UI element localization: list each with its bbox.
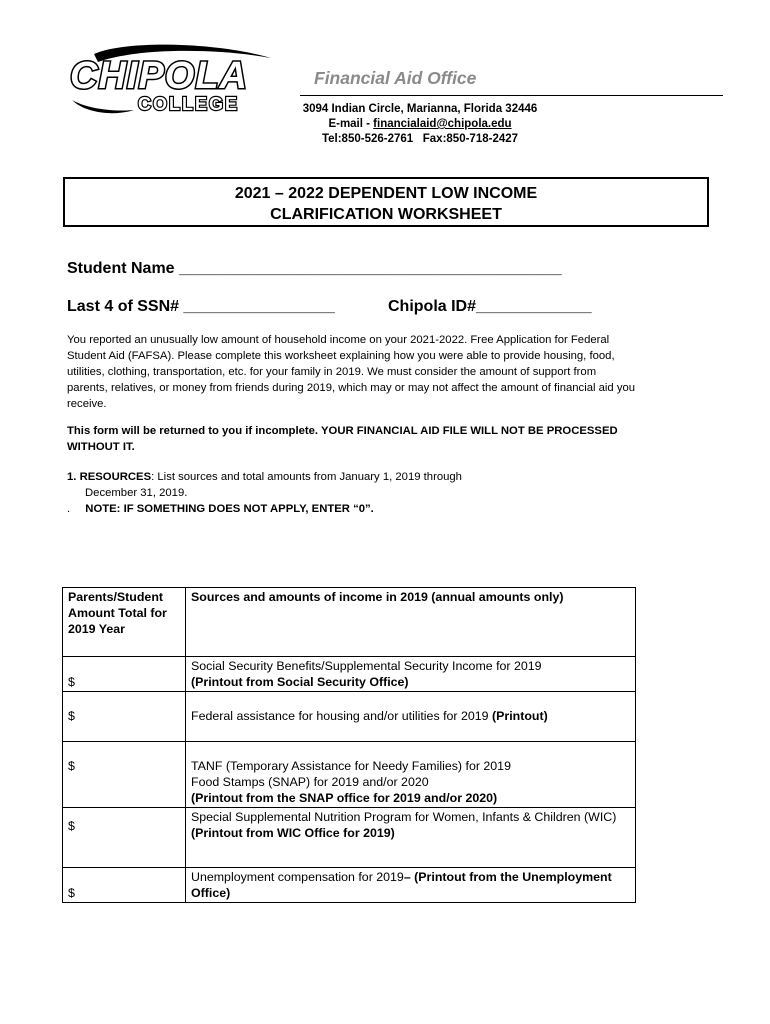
sources-column-header: Sources and amounts of income in 2019 (annual amounts only) — [186, 588, 636, 657]
intro-paragraph — [67, 332, 707, 412]
office-phones: Tel:850-526-2761 Fax:850-718-2427 — [321, 133, 519, 145]
resources-text-cont: December 31, 2019. — [85, 487, 188, 499]
table-row — [63, 657, 636, 692]
table-row — [63, 808, 636, 868]
ssn-field[interactable]: Last 4 of SSN# _________________ — [67, 298, 335, 315]
resources-text: : List sources and total amounts from January 1, 2019 through — [151, 471, 462, 483]
amount-cell[interactable] — [63, 868, 186, 903]
worksheet-title-line1: 2021 – 2022 DEPENDENT LOW INCOME — [234, 185, 538, 202]
intro-line: Student Aid (FAFSA). Please complete this worksheet explaining how you were able to provide housing, food, — [67, 350, 615, 362]
source-text: Unemployment compensation for 2019 — [191, 870, 404, 884]
student-name-field[interactable]: Student Name ___________________________________________ — [67, 260, 562, 277]
amount-cell[interactable] — [63, 692, 186, 742]
table-row — [63, 742, 636, 808]
chipola-id-field[interactable]: Chipola ID#_____________ — [388, 298, 592, 315]
source-cell — [186, 742, 636, 808]
dollar-sign: $ — [68, 886, 75, 900]
logo-college-text: COLLEGE — [138, 94, 240, 114]
dollar-sign: $ — [68, 819, 75, 833]
amount-cell[interactable] — [63, 657, 186, 692]
source-text: Federal assistance for housing and/or utilities for 2019 — [191, 709, 492, 723]
resources-note: NOTE: IF SOMETHING DOES NOT APPLY, ENTER “0”. — [85, 503, 374, 515]
source-cell — [186, 808, 636, 868]
dollar-sign: $ — [68, 709, 75, 723]
amount-column-header: Parents/Student Amount Total for 2019 Year — [63, 588, 186, 657]
note-bullet: . — [67, 503, 71, 515]
source-text: Special Supplemental Nutrition Program for Women, Infants & Children (WIC) — [191, 810, 617, 824]
resources-label: RESOURCES — [79, 471, 152, 483]
worksheet-title-line2: CLARIFICATION WORKSHEET — [270, 206, 502, 223]
logo-chipola-text: CHIPOLA — [70, 55, 248, 97]
intro-line: utilities, clothing, transportation, etc. for your family in 2019. We must consider the amount of support from — [67, 366, 597, 378]
worksheet-title-box — [63, 177, 709, 227]
header-divider — [300, 95, 723, 96]
source-cell — [186, 868, 636, 903]
source-note: (Printout from the SNAP office for 2019 and/or 2020) — [191, 791, 498, 805]
table-row — [63, 692, 636, 742]
warning-line: This form will be returned to you if incomplete. YOUR FINANCIAL AID FILE WILL NOT BE PROCESSED — [67, 425, 618, 437]
resources-section — [67, 469, 707, 517]
source-cell — [186, 692, 636, 742]
warning-line: WITHOUT IT. — [67, 441, 135, 453]
table-header-row — [63, 588, 636, 657]
source-text: Social Security Benefits/Supplemental Security Income for 2019 — [191, 659, 542, 673]
incomplete-warning — [67, 423, 707, 455]
office-email-line — [300, 118, 540, 130]
intro-line: receive. — [67, 398, 107, 410]
income-sources-table — [62, 587, 636, 903]
email-link[interactable]: financialaid@chipola.edu — [373, 118, 512, 130]
table-row — [63, 868, 636, 903]
dollar-sign: $ — [68, 675, 75, 689]
office-title: Financial Aid Office — [314, 68, 477, 88]
amount-cell[interactable] — [63, 808, 186, 868]
resources-heading — [67, 469, 707, 485]
intro-line: parents, relatives, or money from friends during 2019, which may or may not affect the amount of financial aid you — [67, 382, 636, 394]
dollar-sign: $ — [68, 759, 75, 773]
source-note: – (Printout from the Unemployment Office) — [191, 870, 612, 900]
source-note: (Printout) — [492, 709, 548, 723]
source-text: TANF (Temporary Assistance for Needy Families) for 2019 — [191, 759, 511, 773]
office-address: 3094 Indian Circle, Marianna, Florida 32446 — [302, 103, 538, 115]
source-note: (Printout from Social Security Office) — [191, 675, 409, 689]
resources-number: 1. — [67, 471, 77, 483]
chipola-college-logo — [66, 44, 288, 120]
intro-line: You reported an unusually low amount of household income on your 2021-2022. Free Application for Federal — [67, 334, 610, 346]
amount-cell[interactable] — [63, 742, 186, 808]
source-text: Food Stamps (SNAP) for 2019 and/or 2020 — [191, 775, 429, 789]
source-note: (Printout from WIC Office for 2019) — [191, 826, 395, 840]
resources-note-line — [67, 501, 707, 517]
source-cell — [186, 657, 636, 692]
email-label: E-mail - — [328, 118, 374, 130]
